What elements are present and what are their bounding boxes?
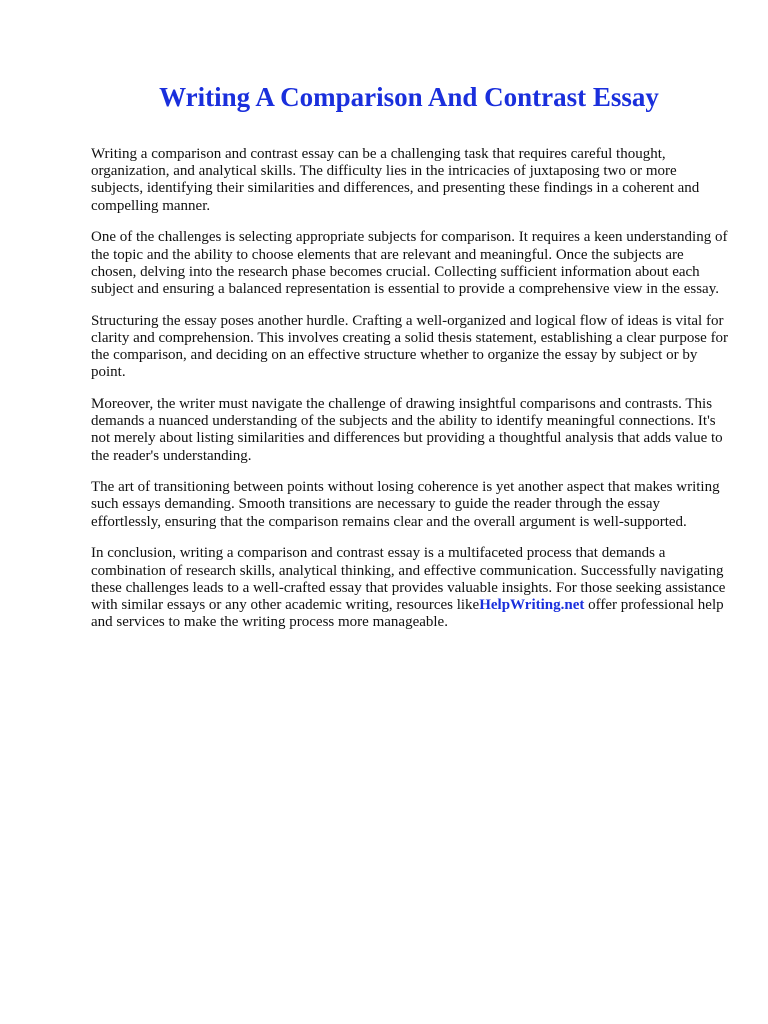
document-title-text: Writing A Comparison And Contrast Essay	[159, 82, 659, 112]
document-title	[0, 80, 768, 114]
paragraph-intro: Writing a comparison and contrast essay can be a challenging task that requires careful thought, organization, and analytical skills. The difficulty lies in the intricacies of juxtaposing two or more subjects, identifying their similarities and differences, and presenting these findings in a coherent and compelling manner.	[91, 146, 700, 214]
paragraph-structure: Structuring the essay poses another hurdle. Crafting a well-organized and logical flow of ideas is vital for clarity and comprehension. This involves creating a solid thesis statement, establishing a clear purpose for the comparison, and deciding on an effective structure whether to organize the essay by subject or by point.	[91, 312, 729, 381]
helpwriting-link[interactable]: HelpWriting.net	[479, 596, 585, 613]
paragraph-transitions: The art of transitioning between points without losing coherence is yet another aspect that makes writing such essays demanding. Smooth transitions are necessary to guide the reader through the essay effortlessly, ensuring that the comparison remains clear and the overall argument is well-supported.	[91, 479, 720, 530]
conclusion-text: In conclusion, writing a comparison and contrast essay is a multifaceted process that demands a combination of research skills, analytical thinking, and effective communication. Successfully navigating these challenges leads to a well-crafted essay that provides valuable insights. For those seeking assistance with similar essays or any other academic writing, resources like	[91, 545, 726, 613]
paragraph-conclusion	[91, 545, 731, 631]
paragraph-analysis: Moreover, the writer must navigate the challenge of drawing insightful comparisons and contrasts. This demands a nuanced understanding of the subjects and the ability to identify meaningful connections. It's not merely about listing similarities and differences but providing a thoughtful analysis that adds value to the reader's understanding.	[91, 395, 723, 464]
document-body	[91, 146, 731, 646]
conclusion-tail-text: offer professional help and services to make the writing process more manageable.	[91, 596, 724, 631]
paragraph-subject-selection: One of the challenges is selecting appropriate subjects for comparison. It requires a keen understanding of the topic and the ability to choose elements that are relevant and meaningful. Once the subjects are chosen, delving into the research phase becomes crucial. Collecting sufficient information about each subject and ensuring a balanced representation is essential to provide a comprehensive view in the essay.	[91, 229, 728, 297]
